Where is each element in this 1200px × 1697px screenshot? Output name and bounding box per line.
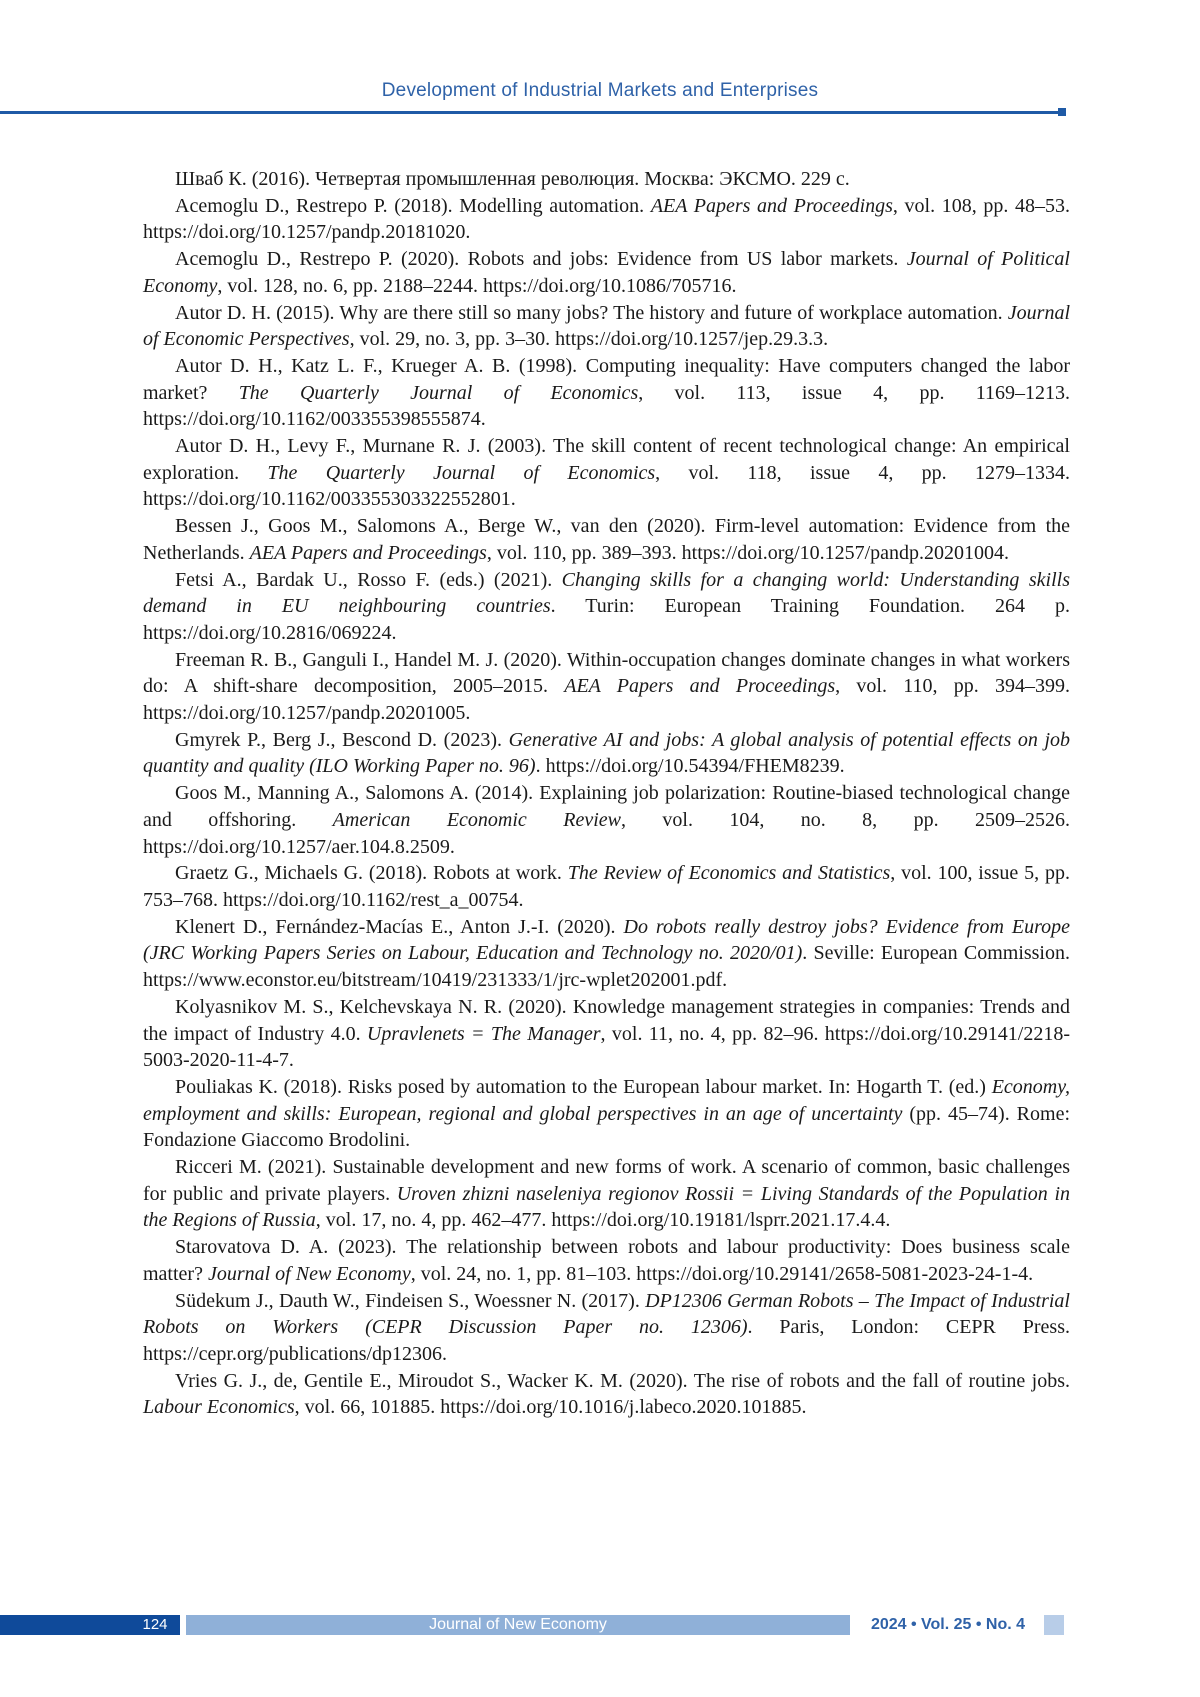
footer-journal-name: Journal of New Economy	[186, 1615, 850, 1635]
reference-text: Goos M., Manning A., Salomons A. (2014). Explaining job polarization: Routine-biased technological change and offshoring.	[143, 782, 1070, 831]
reference-text: , vol. 11, no. 4, pp. 82–96. https://doi.org/10.29141/2218-5003-2020-11-4-7.	[143, 1023, 1070, 1072]
reference-text: Ricceri M. (2021). Sustainable development and new forms of work. A scenario of common, basic challenges for public and private players.	[143, 1156, 1070, 1205]
reference-text: Bessen J., Goos M., Salomons A., Berge W., van den (2020). Firm-level automation: Evidence from the Netherlands.	[143, 515, 1070, 564]
reference-entry	[143, 1154, 1070, 1234]
footer-end-block	[1044, 1615, 1064, 1635]
reference-text: Acemoglu D., Restrepo P. (2018). Modelling automation.	[175, 195, 651, 217]
reference-entry	[143, 433, 1070, 513]
reference-source-title: Journal of Economic Perspectives	[143, 302, 1070, 351]
footer-issue-info: 2024 • Vol. 25 • No. 4	[858, 1615, 1038, 1635]
reference-text: , vol. 118, issue 4, pp. 1279–1334. https://doi.org/10.1162/003355303322552801.	[143, 462, 1070, 511]
reference-text: . Turin: European Training Foundation. 264 p. https://doi.org/10.2816/069224.	[143, 595, 1070, 644]
reference-source-title: AEA Papers and Proceedings	[250, 542, 487, 564]
reference-entry	[143, 193, 1070, 246]
footer-bar-left	[0, 1615, 130, 1635]
reference-entry	[143, 727, 1070, 780]
reference-entry	[143, 166, 1070, 193]
reference-entry	[143, 1234, 1070, 1287]
reference-source-title: AEA Papers and Proceedings	[651, 195, 893, 217]
reference-text: , vol. 108, pp. 48–53. https://doi.org/10.1257/pandp.20181020.	[143, 195, 1070, 244]
reference-text: Шваб К. (2016). Четвертая промышленная революция. Москва: ЭКСМО. 229 с.	[175, 168, 850, 190]
reference-text: Autor D. H., Katz L. F., Krueger A. B. (1998). Computing inequality: Have computers changed the labor market?	[143, 355, 1070, 404]
reference-source-title: The Review of Economics and Statistics	[568, 862, 890, 884]
reference-entry	[143, 860, 1070, 913]
reference-entry	[143, 994, 1070, 1074]
reference-text: Acemoglu D., Restrepo P. (2020). Robots and jobs: Evidence from US labor markets.	[175, 248, 907, 270]
reference-text: Graetz G., Michaels G. (2018). Robots at work.	[175, 862, 568, 884]
reference-entry	[143, 300, 1070, 353]
reference-text: , vol. 17, no. 4, pp. 462–477. https://doi.org/10.19181/lsprr.2021.17.4.4.	[316, 1209, 891, 1231]
reference-entry	[143, 353, 1070, 433]
reference-entry	[143, 246, 1070, 299]
reference-text: , vol. 128, no. 6, pp. 2188–2244. https://doi.org/10.1086/705716.	[217, 275, 736, 297]
reference-text: Gmyrek P., Berg J., Bescond D. (2023).	[175, 729, 509, 751]
reference-text: (pp. 45–74). Rome: Fondazione Giaccomo Brodolini.	[143, 1103, 1070, 1152]
header-rule	[0, 111, 1060, 114]
reference-text: , vol. 110, pp. 389–393. https://doi.org/10.1257/pandp.20201004.	[487, 542, 1009, 564]
reference-text: , vol. 113, issue 4, pp. 1169–1213. https://doi.org/10.1162/003355398555874.	[143, 382, 1070, 431]
reference-text: Autor D. H., Levy F., Murnane R. J. (2003). The skill content of recent technological change: An empirical exploration.	[143, 435, 1070, 484]
reference-source-title: American Economic Review	[333, 809, 621, 831]
page-footer	[0, 1615, 1200, 1635]
reference-text: , vol. 104, no. 8, pp. 2509–2526. https://doi.org/10.1257/aer.104.8.2509.	[143, 809, 1070, 858]
reference-entry	[143, 780, 1070, 860]
reference-text: Pouliakas K. (2018). Risks posed by automation to the European labour market. In: Hogarth T. (ed.)	[175, 1076, 992, 1098]
reference-entry	[143, 1074, 1070, 1154]
reference-source-title: Economy, employment and skills: European, regional and global perspectives in an age of uncertainty	[143, 1076, 1070, 1125]
reference-text: Starovatova D. A. (2023). The relationship between robots and labour productivity: Does business scale matter?	[143, 1236, 1070, 1285]
page-number: 124	[130, 1615, 180, 1635]
reference-source-title: AEA Papers and Proceedings	[564, 675, 835, 697]
reference-text: , vol. 66, 101885. https://doi.org/10.1016/j.labeco.2020.101885.	[295, 1396, 807, 1418]
reference-entry	[143, 914, 1070, 994]
reference-source-title: Do robots really destroy jobs? Evidence from Europe (JRC Working Papers Series on Labour, Education and Technology no. 2020/01)	[143, 916, 1070, 965]
reference-entry	[143, 567, 1070, 647]
reference-text: Vries G. J., de, Gentile E., Miroudot S., Wacker K. M. (2020). The rise of robots and the fall of routine jobs.	[175, 1370, 1070, 1392]
reference-text: Autor D. H. (2015). Why are there still so many jobs? The history and future of workplace automation.	[175, 302, 1008, 324]
reference-source-title: Journal of New Economy	[208, 1263, 411, 1285]
reference-source-title: Changing skills for a changing world: Understanding skills demand in EU neighbouring countries	[143, 569, 1070, 618]
reference-text: Fetsi A., Bardak U., Rosso F. (eds.) (2021).	[175, 569, 562, 591]
reference-source-title: Journal of Political Economy	[143, 248, 1070, 297]
reference-text: , vol. 110, pp. 394–399. https://doi.org/10.1257/pandp.20201005.	[143, 675, 1070, 724]
reference-text: Kolyasnikov M. S., Kelchevskaya N. R. (2020). Knowledge management strategies in companies: Trends and the impact of Industry 4.0.	[143, 996, 1070, 1045]
reference-text: , vol. 100, issue 5, pp. 753–768. https://doi.org/10.1162/rest_a_00754.	[143, 862, 1070, 911]
reference-text: , vol. 24, no. 1, pp. 81–103. https://doi.org/10.29141/2658-5081-2023-24-1-4.	[411, 1263, 1033, 1285]
running-header-title: Development of Industrial Markets and Enterprises	[0, 80, 1200, 102]
reference-source-title: Generative AI and jobs: A global analysis of potential effects on job quantity and quality (ILO Working Paper no. 96)	[143, 729, 1070, 778]
reference-list	[143, 166, 1070, 1421]
reference-source-title: DP12306 German Robots – The Impact of Industrial Robots on Workers (CEPR Discussion Paper no. 12306)	[143, 1290, 1070, 1339]
reference-text: Südekum J., Dauth W., Findeisen S., Woessner N. (2017).	[175, 1290, 645, 1312]
reference-entry	[143, 1288, 1070, 1368]
reference-source-title: The Quarterly Journal of Economics	[239, 382, 639, 404]
reference-text: Freeman R. B., Ganguli I., Handel M. J. (2020). Within-occupation changes dominate changes in what workers do: A shift-share decomposition, 2005–2015.	[143, 649, 1070, 698]
reference-entry	[143, 647, 1070, 727]
reference-source-title: Uroven zhizni naseleniya regionov Rossii = Living Standards of the Population in the Regions of Russia	[143, 1183, 1070, 1232]
header-rule-end-mark	[1058, 108, 1066, 116]
reference-source-title: The Quarterly Journal of Economics	[267, 462, 655, 484]
reference-text: Klenert D., Fernández-Macías E., Anton J.-I. (2020).	[175, 916, 624, 938]
reference-source-title: Upravlenets = The Manager	[367, 1023, 601, 1045]
reference-source-title: Labour Economics	[143, 1396, 295, 1418]
reference-text: , vol. 29, no. 3, pp. 3–30. https://doi.org/10.1257/jep.29.3.3.	[350, 328, 829, 350]
reference-text: . Paris, London: CEPR Press. https://cepr.org/publications/dp12306.	[143, 1316, 1070, 1365]
reference-text: . Seville: European Commission. https://www.econstor.eu/bitstream/10419/231333/1/jrc-wplet202001.pdf.	[143, 942, 1070, 991]
reference-entry	[143, 1368, 1070, 1421]
reference-text: . https://doi.org/10.54394/FHEM8239.	[536, 755, 845, 777]
reference-entry	[143, 513, 1070, 566]
